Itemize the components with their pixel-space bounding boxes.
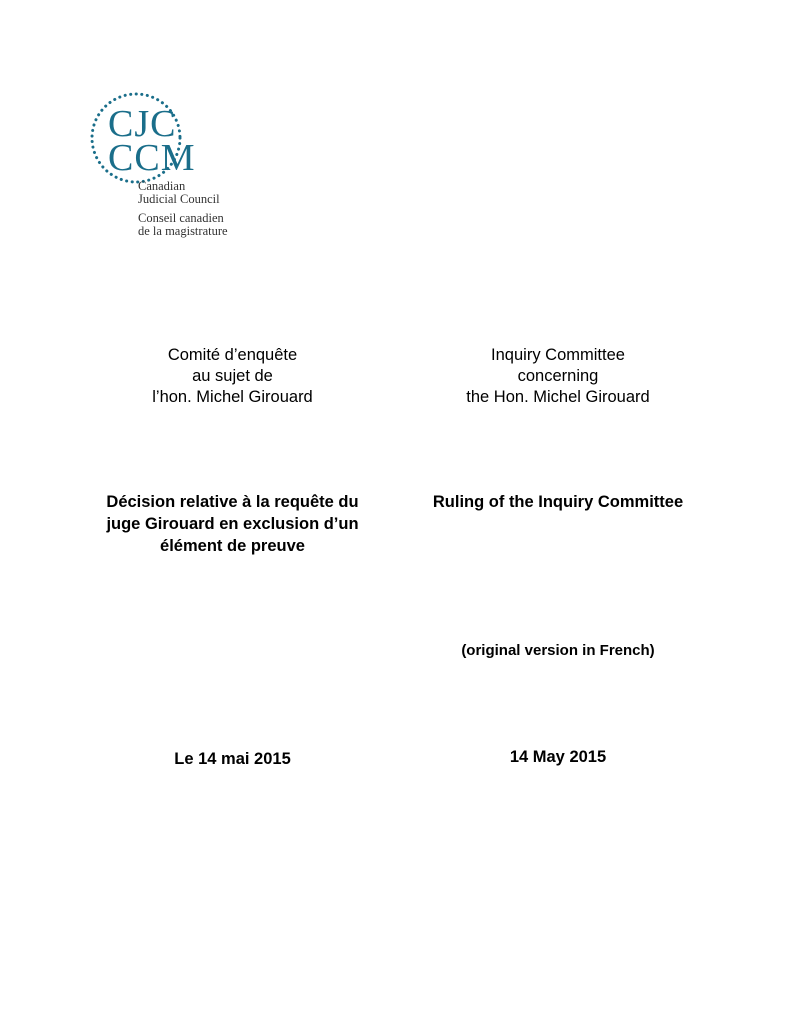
logo-name-fr-line1: Conseil canadien xyxy=(138,211,224,225)
committee-line: concerning xyxy=(517,367,599,385)
logo-abbr-en: CJC xyxy=(108,103,177,145)
committee-heading-en xyxy=(408,345,708,408)
logo-name-en-line1: Canadian xyxy=(138,179,186,193)
title-line: Décision relative à la requête du xyxy=(106,493,359,511)
committee-line: au sujet de xyxy=(192,367,273,385)
logo-name-en-line2: Judicial Council xyxy=(138,192,220,206)
committee-line: the Hon. Michel Girouard xyxy=(466,388,650,406)
title-line: élément de preuve xyxy=(160,537,305,555)
committee-line: Comité d’enquête xyxy=(167,346,298,364)
date-fr: Le 14 mai 2015 xyxy=(174,750,291,768)
cjc-logo xyxy=(88,88,258,248)
version-note: (original version in French) xyxy=(461,642,655,659)
title-line: Ruling of the Inquiry Committee xyxy=(432,493,684,511)
document-title-en xyxy=(408,491,708,513)
logo-abbr-fr: CCM xyxy=(108,137,196,179)
committee-line: l’hon. Michel Girouard xyxy=(152,388,313,406)
committee-line: Inquiry Committee xyxy=(491,346,625,364)
logo-name-fr-line2: de la magistrature xyxy=(138,224,228,238)
committee-heading-fr xyxy=(80,345,385,408)
document-title-fr xyxy=(80,491,385,557)
title-line: juge Girouard en exclusion d’un xyxy=(106,515,359,533)
date-en: 14 May 2015 xyxy=(509,748,607,766)
